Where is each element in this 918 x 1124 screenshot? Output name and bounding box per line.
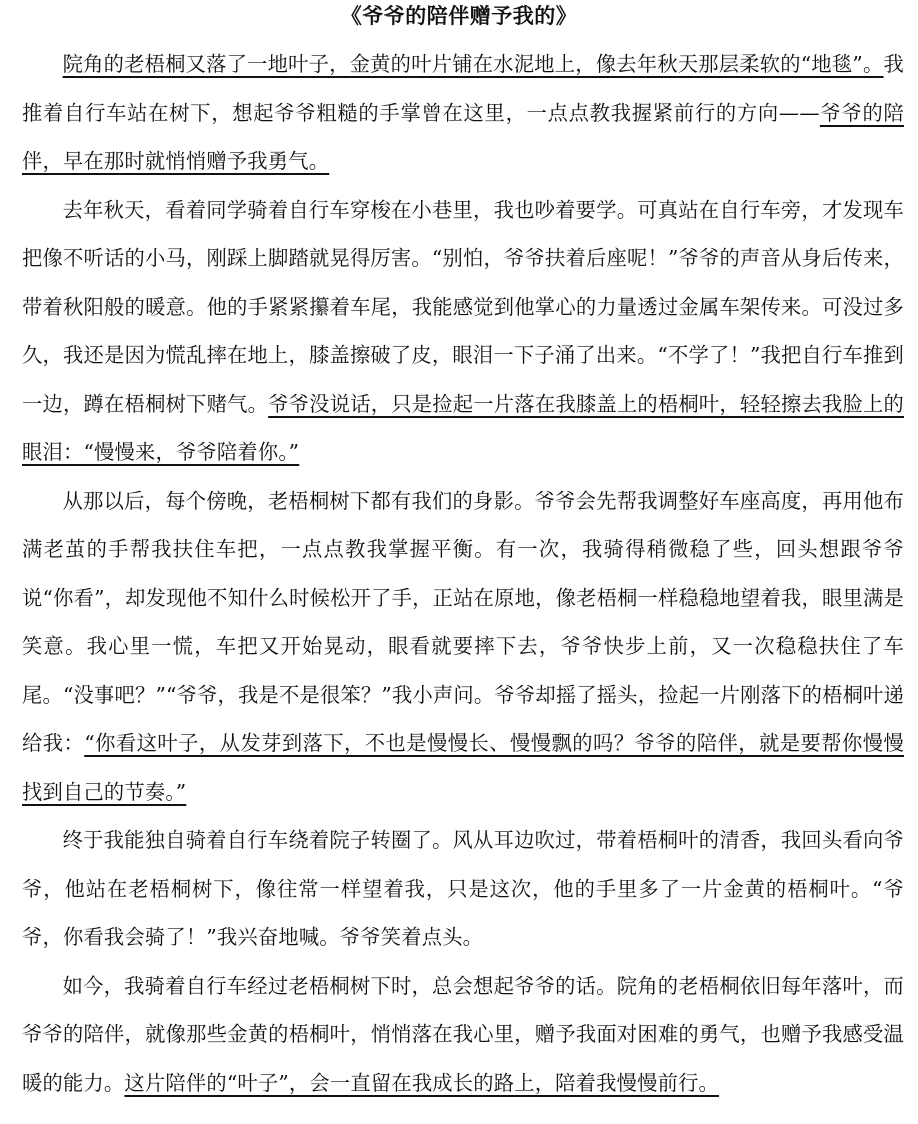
paragraph-3 xyxy=(22,477,904,817)
sentence: 从那以后，每个傍晚，老梧桐树下都有我们的身影。爷爷会先帮我调整好车座高度，再用他布满老茧的手帮我扶住车把，一点点教我掌握平衡。有一次，我骑得稍微稳了些，回头想跟爷爷说“你看”，却发现他不知什么时候松开了手，正站在原地，像老梧桐一样稳稳地望着我，眼里满是笑意。我心里一慌，车把又开始晃动，眼看就要摔下去，爷爷快步上前，又一次稳稳扶住了车尾。“没事吧？”“爷爷，我是不是很笨？”我小声问。爷爷却摇了摇头，捡起一片刚落下的梧桐叶递给我： xyxy=(22,488,905,755)
sentence: 如今，我骑着自行车经过老梧桐树下时，总会想起爷爷的话。院角的老梧桐依旧每年落叶，而爷爷的陪伴，就像那些金黄的梧桐叶，悄悄落在我心里，赠予我面对困难的勇气，也赠予我感受温暖的能力。 xyxy=(22,973,904,1095)
underlined-sentence: 爷爷没说话，只是捡起一片落在我膝盖上的梧桐叶，轻轻擦去我脸上的眼泪：“慢慢来，爷爷陪着你。” xyxy=(22,391,905,464)
paragraph-1 xyxy=(22,40,904,186)
paragraph-2 xyxy=(22,186,904,477)
underlined-sentence: “你看这叶子，从发芽到落下，不也是慢慢长、慢慢飘的吗？爷爷的陪伴，就是要帮你慢慢找到自己的节奏。” xyxy=(22,731,904,804)
paragraph-4 xyxy=(22,816,904,962)
underlined-sentence: 院角的老梧桐又落了一地叶子，金黄的叶片铺在水泥地上，像去年秋天那层柔软的“地毯”。 xyxy=(62,52,884,76)
sentence: 去年秋天，看着同学骑着自行车穿梭在小巷里，我也吵着要学。可真站在自行车旁，才发现车把像不听话的小马，刚踩上脚踏就晃得厉害。“别怕，爷爷扶着后座呢！”爷爷的声音从身后传来，带着秋阳般的暖意。他的手紧紧攥着车尾，我能感觉到他掌心的力量透过金属车架传来。可没过多久，我还是因为慌乱摔在地上，膝盖擦破了皮，眼泪一下子涌了出来。“不学了！”我把自行车推到一边，蹲在梧桐树下赌气。 xyxy=(22,197,904,416)
sentence: 我推着自行车站在树下，想起爷爷粗糙的手掌曾在这里，一点点教我握紧前行的方向—— xyxy=(22,52,904,125)
sentence: 终于我能独自骑着自行车绕着院子转圈了。风从耳边吹过，带着梧桐叶的清香，我回头看向爷爷，他站在老梧桐树下，像往常一样望着我，只是这次，他的手里多了一片金黄的梧桐叶。“爷爷，你看我会骑了！”我兴奋地喊。爷爷笑着点头。 xyxy=(22,828,904,949)
paragraph-5 xyxy=(22,962,904,1108)
underlined-sentence: 爷爷的陪伴，早在那时就悄悄赠予我勇气。 xyxy=(22,100,904,173)
essay-title: 《爷爷的陪伴赠予我的》 xyxy=(340,3,578,28)
essay-body xyxy=(22,40,904,1107)
underlined-sentence: 这片陪伴的“叶子”，会一直留在我成长的路上，陪着我慢慢前行。 xyxy=(124,1070,720,1095)
